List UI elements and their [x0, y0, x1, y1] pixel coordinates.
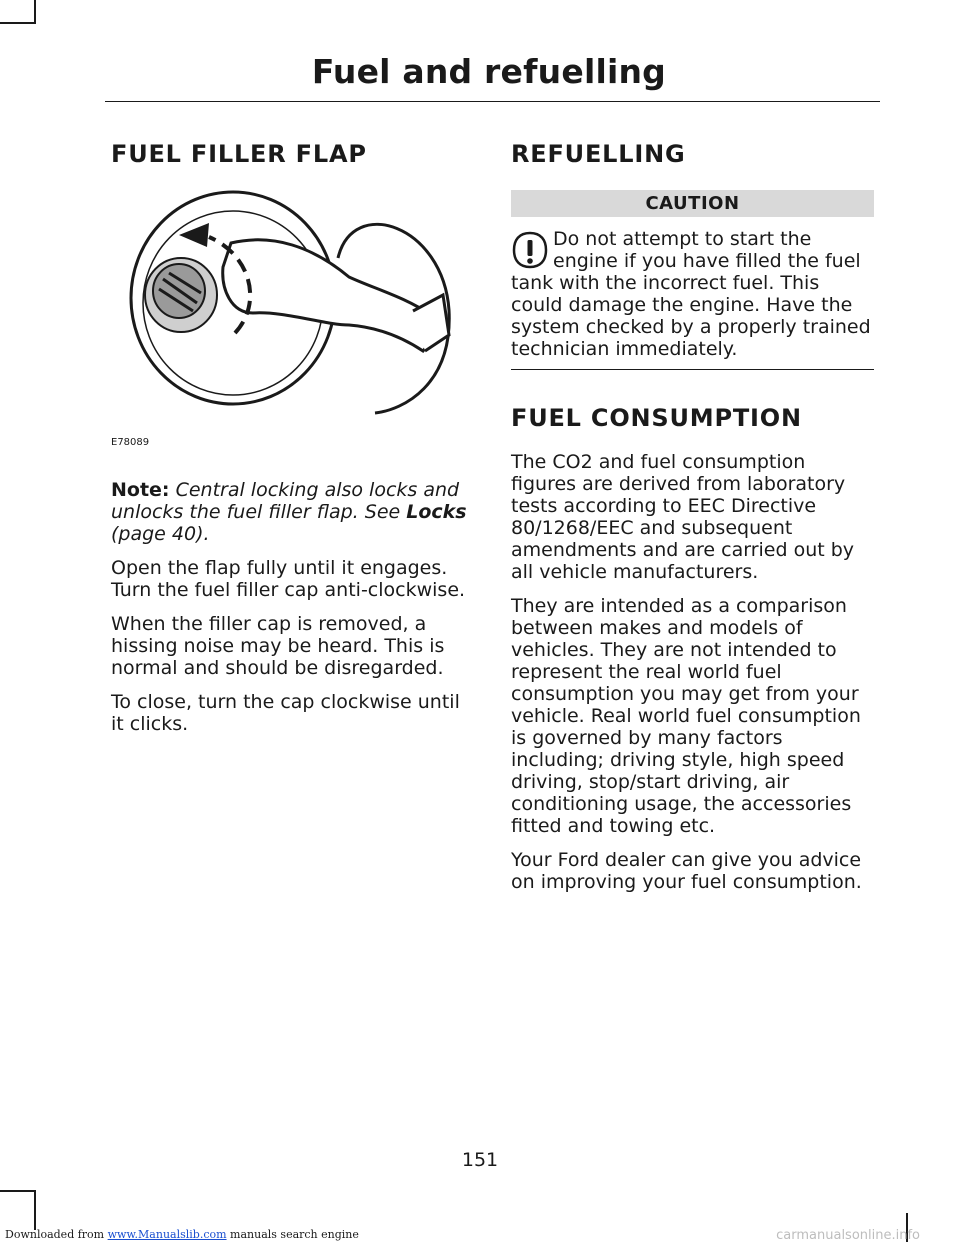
caution-box [511, 228, 874, 370]
page-header-title: Fuel and refuelling [311, 52, 666, 91]
note-text: Central locking also locks and unlocks the fuel filler flap. See [111, 479, 460, 523]
consumption-paragraph-dealer: Your Ford dealer can give you advice on improving your fuel consumption. [511, 849, 862, 893]
crop-mark-top-left-vertical [34, 0, 36, 24]
body-paragraph-close: To close, turn the cap clockwise until it clicks. [111, 691, 460, 735]
watermark: carmanualsonline.info [776, 1228, 920, 1243]
section-title-refuelling: REFUELLING [511, 140, 686, 168]
figure-code: E78089 [111, 437, 150, 448]
body-paragraph-open-flap: Open the flap fully until it engages. Turn the fuel filler cap anti-clockwise. [111, 557, 466, 601]
page-reference: (page 40). [111, 523, 210, 545]
left-column [111, 136, 476, 747]
page-number: 151 [461, 1149, 499, 1171]
warning-exclamation-icon [511, 230, 549, 270]
fuel-filler-flap-illustration [113, 185, 453, 415]
crop-mark-bottom-left-horizontal [0, 1190, 36, 1192]
crop-mark-bottom-left-vertical [34, 1190, 36, 1230]
header-rule [105, 101, 880, 102]
note-paragraph [111, 479, 476, 545]
footer-prefix: Downloaded from [5, 1228, 108, 1241]
right-column [511, 136, 874, 905]
section-title-fuel-consumption: FUEL CONSUMPTION [511, 404, 802, 432]
caution-header: CAUTION [511, 190, 874, 217]
body-paragraph-hissing: When the filler cap is removed, a hissing noise may be heard. This is normal and should be disregarded. [111, 613, 445, 679]
caution-text: Do not attempt to start the engine if you have filled the fuel tank with the incorrect fuel. This could damage the engine. Have the system checked by a properly trained technician immediately. [511, 228, 871, 360]
fuel-filler-flap-figure [111, 185, 451, 435]
note-label: Note: [111, 479, 170, 501]
consumption-paragraph-directive: The CO2 and fuel consumption figures are derived from laboratory tests according to EEC Directive 80/1268/EEC and subsequent amendments and are carried out by all vehicle manufacturers. [511, 451, 855, 583]
manualslib-link[interactable]: www.Manualslib.com [107, 1228, 227, 1241]
locks-link[interactable]: Locks [406, 501, 467, 523]
download-footer [5, 1228, 359, 1241]
section-title-fuel-filler-flap: FUEL FILLER FLAP [111, 140, 367, 168]
crop-mark-top-left-horizontal [0, 22, 36, 24]
consumption-paragraph-comparison: They are intended as a comparison between makes and models of vehicles. They are not intended to represent the real world fuel consumption you may get from your vehicle. Real world fuel consumption is governed by many factors including; driving style, high speed driving, stop/start driving, air conditioning usage, the accessories fitted and towing etc. [511, 595, 861, 837]
footer-suffix: manuals search engine [226, 1228, 359, 1241]
